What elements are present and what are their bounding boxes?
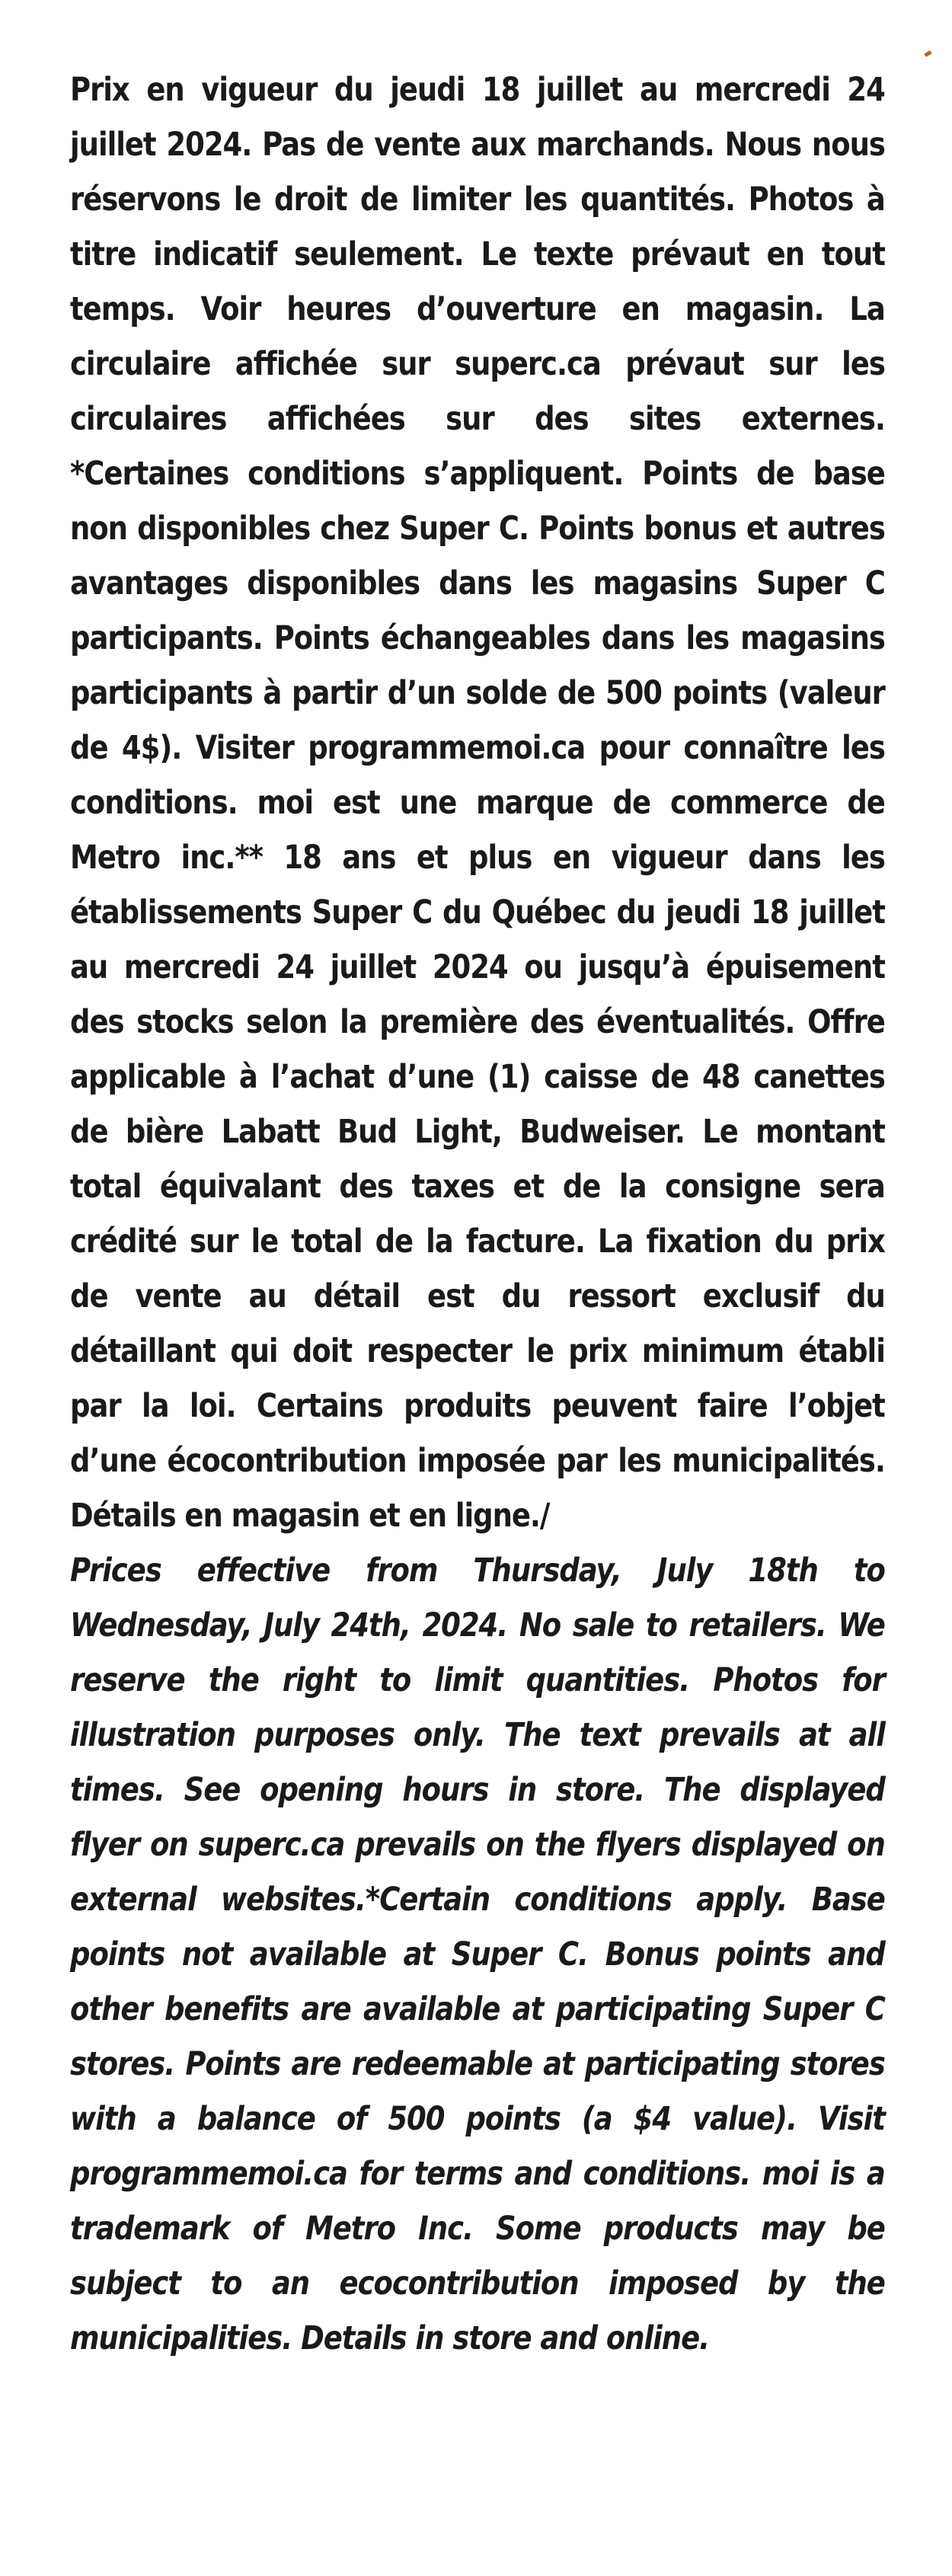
corner-mark <box>924 50 931 57</box>
legal-text-english: Prices effective from Thursday, July 18th to Wednesday, July 24th, 2024. No sale to retailers. We reserve the right to limit quantities. Photos for illustration purposes only. The text prevails at all times. See opening hours in store. The displayed flyer on superc.ca prevails on the flyers displayed on external websites.*Certain conditions apply. Base points not available at Super C. Bonus points and other benefits are available at participating Super C stores. Points are redeemable at participating stores with a balance of 500 points (a $4 value). Visit programmemoi.ca for terms and conditions. moi is a trademark of Metro Inc. Some products may be subject to an ecocontribution imposed by the municipalities. Details in store and online. <box>70 1552 885 2357</box>
legal-text-block <box>70 62 885 2366</box>
legal-text-french: Prix en vigueur du jeudi 18 juillet au mercredi 24 juillet 2024. Pas de vente aux marchands. Nous nous réservons le droit de limiter les quantités. Photos à titre indicatif seulement. Le texte prévaut en tout temps. Voir heures d’ouverture en magasin. La circulaire affichée sur superc.ca prévaut sur les circulaires affichées sur des sites externes. *Certaines conditions s’appliquent. Points de base non disponibles chez Super C. Points bonus et autres avantages disponibles dans les magasins Super C participants. Points échangeables dans les magasins participants à partir d’un solde de 500 points (valeur de 4$). Visiter programmemoi.ca pour connaître les conditions. moi est une marque de commerce de Metro inc.** 18 ans et plus en vigueur dans les établissements Super C du Québec du jeudi 18 juillet au mercredi 24 juillet 2024 ou jusqu’à épuisement des stocks selon la première des éventualités. Offre applicable à l’achat d’une (1) caisse de 48 canettes de bière Labatt Bud Light, Budweiser. Le montant total équivalant des taxes et de la consigne sera crédité sur le total de la facture. La fixation du prix de vente au détail est du ressort exclusif du détaillant qui doit respecter le prix minimum établi par la loi. Certains produits peuvent faire l’objet d’une écocontribution imposée par les municipalités. Détails en magasin et en ligne./ <box>70 71 885 1535</box>
